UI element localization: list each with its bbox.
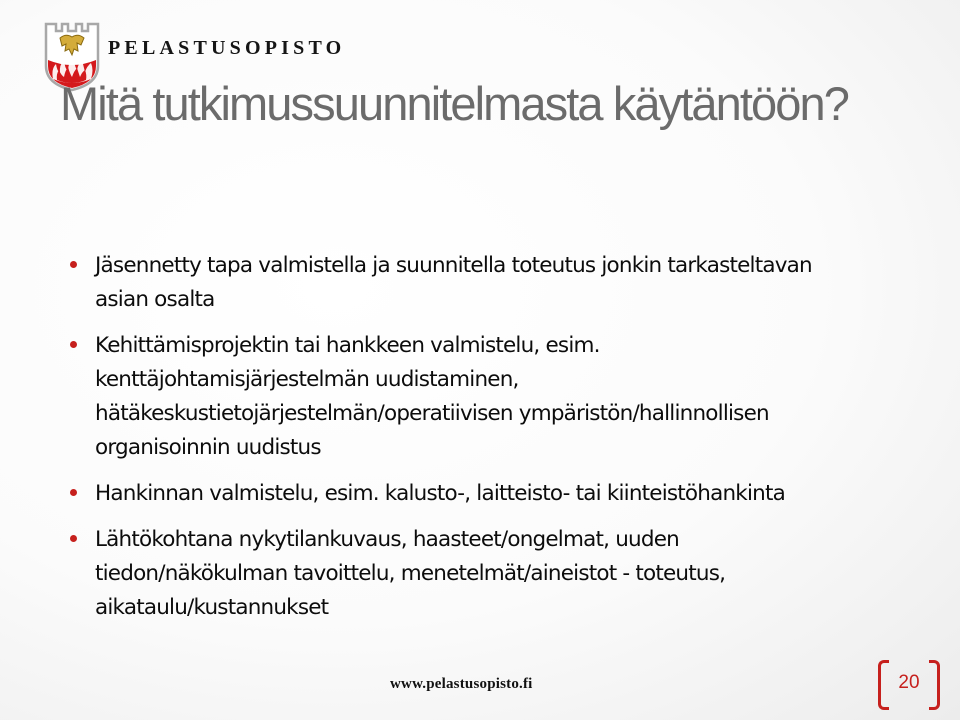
bullet-list [70, 249, 870, 637]
brand-name: PELASTUSOPISTO [108, 37, 346, 59]
bullet-item [70, 329, 870, 465]
bullet-dot-icon [70, 261, 77, 268]
bullet-item [70, 477, 870, 511]
bullet-text: Lähtökohtana nykytilankuvaus, haasteet/ongelmat, uuden tiedon/näkökulman tavoittelu, menetelmät/aineistot - toteutus, aikataulu/kustannukset [95, 527, 726, 620]
bullet-dot-icon [70, 341, 77, 348]
bullet-text: Kehittämisprojektin tai hankkeen valmistelu, esim. kenttäjohtamisjärjestelmän uudistaminen, hätäkeskustietojärjestelmän/operatiivisen ympäristön/hallinnollisen organisoinnin uudistus [95, 333, 769, 460]
page-number-badge [878, 660, 940, 706]
footer-url: www.pelastusopisto.fi [390, 676, 533, 692]
slide-title: Mitä tutkimussuunnitelmasta käytäntöön? [60, 77, 849, 130]
bullet-dot-icon [70, 535, 77, 542]
bullet-item [70, 249, 870, 317]
bullet-text: Jäsennetty tapa valmistella ja suunnitella toteutus jonkin tarkasteltavan asian osalta [95, 253, 812, 312]
page-number: 20 [898, 672, 920, 693]
bullet-dot-icon [70, 489, 77, 496]
bullet-item [70, 523, 870, 625]
bullet-text: Hankinnan valmistelu, esim. kalusto-, laitteisto- tai kiinteistöhankinta [95, 481, 785, 506]
right-bracket-icon [929, 660, 940, 710]
